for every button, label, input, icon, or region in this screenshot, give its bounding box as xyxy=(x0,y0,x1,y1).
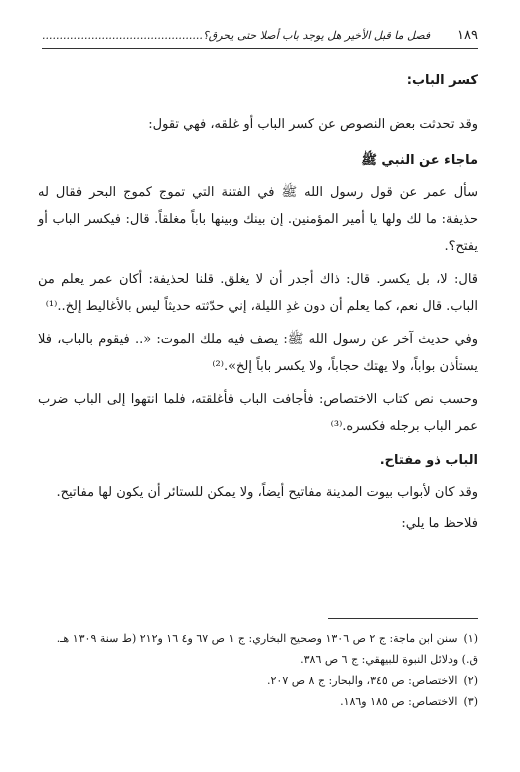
footnote-text: الاختصاص: ص ٣٤٥، والبحار: ج ٨ ص ٢٠٧. xyxy=(267,674,458,687)
paragraph-intro: وقد تحدثت بعض النصوص عن كسر الباب أو غلقه، فهي تقول: xyxy=(148,117,478,132)
footnote-number: (٢) xyxy=(463,674,478,687)
footnote-number: (١) xyxy=(463,632,478,645)
subheading-door-with-key: الباب ذو مفتاح. xyxy=(379,453,478,468)
footnote-2 xyxy=(38,670,478,691)
paragraph-keys: وقد كان لأبواب بيوت المدينة مفاتيح أيضاً، ولا يمكن للستائر أن يكون لها مفاتيح. xyxy=(56,485,478,500)
footnote-number: (٣) xyxy=(463,695,478,708)
paragraph-note-following: فلاحظ ما يلي: xyxy=(401,516,478,531)
footnote-text: الاختصاص: ص ١٨٥ و١٨٦. xyxy=(340,695,458,708)
running-title: فصل ما قبل الأخير هل يوجد باب أصلا حتى يحرق؟.............................................. xyxy=(42,29,431,42)
paragraph-angel-of-death: وفي حديث آخر عن رسول الله ﷺ: يصف فيه ملك الموت: «.. فيقوم بالباب، فلا يستأذن بواباً، ولا يهتك حجاباً، ولا يكسر باباً إلخ».⁽²⁾ xyxy=(38,332,478,374)
footnote-3 xyxy=(38,691,478,712)
main-text xyxy=(38,70,478,537)
footnote-text: سنن ابن ماجة: ج ٢ ص ١٣٠٦ وصحيح البخاري: ج ١ ص ٦٧ و٤ ١٦ و٢١٢ (ط سنة ١٣٠٩ هـ. ق.) ودلائل النبوة للبيهقي: ج ٦ ص ٣٨٦. xyxy=(56,632,478,666)
paragraph-umar-hudhayfa: سأل عمر عن قول رسول الله ﷺ في الفتنة التي تموج كموج البحر فقال له حذيفة: ما لك ولها يا أمير المؤمنين. إن بينك وبينها باباً مغلقاً. قال: فيكسر الباب أو يفتح؟. xyxy=(38,185,478,254)
footnotes xyxy=(38,628,478,712)
page-header xyxy=(42,22,478,49)
footnote-divider xyxy=(328,618,478,619)
subheading-from-prophet: ماجاء عن النبي ﷺ xyxy=(361,153,478,168)
paragraph-hudhayfa-answer: قال: لا، بل يكسر. قال: ذاك أجدر أن لا يغلق. قلنا لحذيفة: أكان عمر يعلم من الباب. قال نعم، كما يعلم أن دون غدِ الليلة، إني حدّثته حديثاً ليس بالأغاليط إلخ..⁽¹⁾ xyxy=(38,272,478,314)
page-number: ١٨٩ xyxy=(457,28,478,43)
section-heading-breaking-door: كسر الباب: xyxy=(406,73,478,88)
paragraph-ikhtisas: وحسب نص كتاب الاختصاص: فأجافت الباب فأغلقته، فلما انتهوا إلى الباب ضرب عمر الباب برجله فكسره.⁽³⁾ xyxy=(38,392,478,434)
footnote-1 xyxy=(38,628,478,670)
